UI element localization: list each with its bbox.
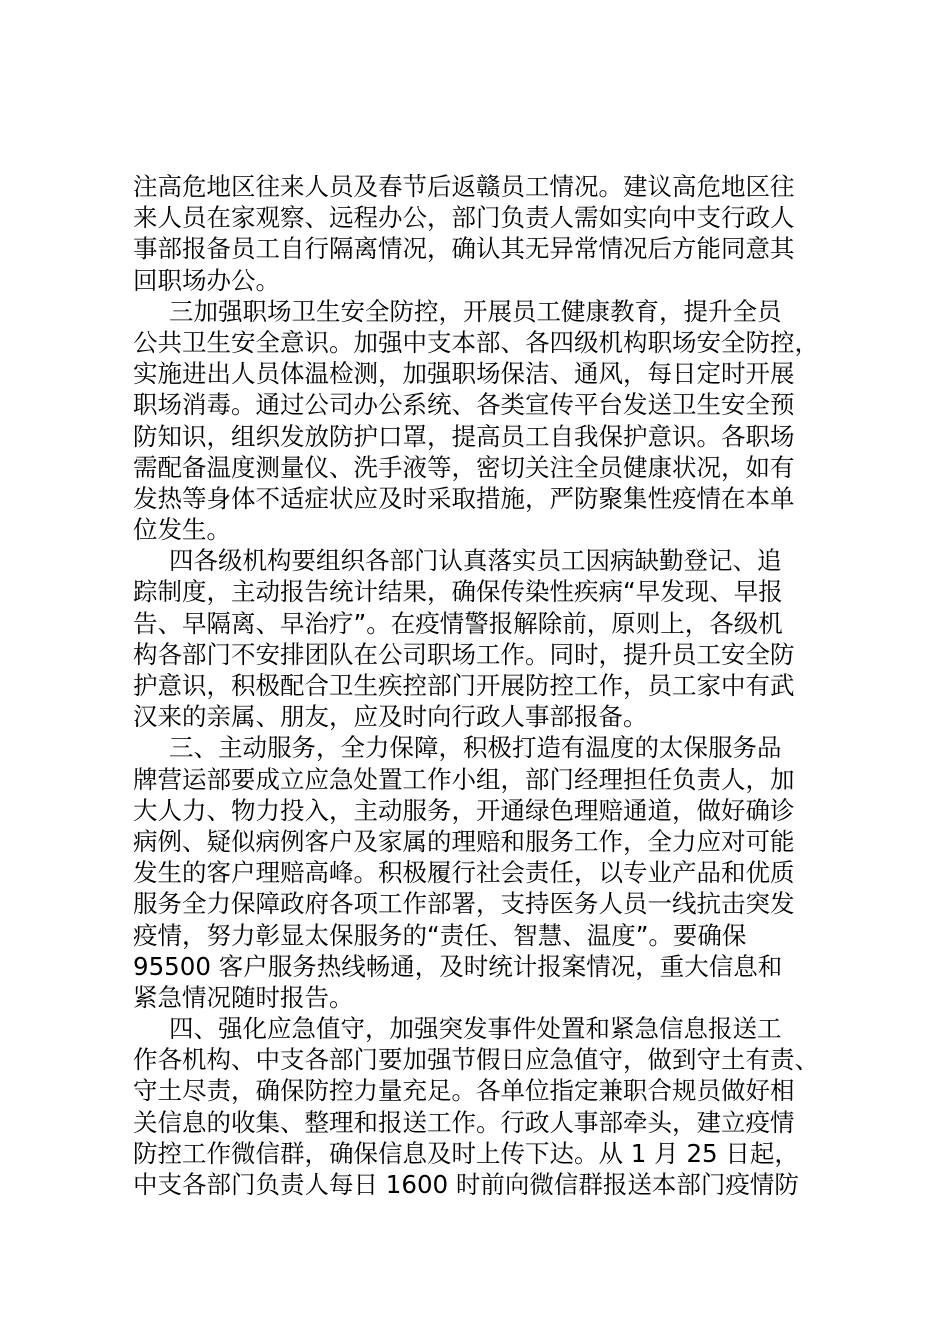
text-line: 公共卫生安全意识。加强中支本部、各四级机构职场安全防控， xyxy=(133,327,819,357)
text-line: 注高危地区往来人员及春节后返赣员工情况。建议高危地区往 xyxy=(133,172,795,201)
paragraph-start-line: 四各级机构要组织各部门认真落实员工因病缺勤登记、追 xyxy=(169,546,782,576)
text-line: 告、早隔离、早治疗”。在疫情警报解除前，原则上，各级机 xyxy=(133,608,783,638)
text-line: 中支各部门负责人每日 1600 时前向微信群报送本部门疫情防 xyxy=(133,1170,799,1199)
paragraph-start-line: 三加强职场卫生安全防控，开展员工健康教育，提升全员 xyxy=(169,296,782,326)
body-text xyxy=(133,171,853,1200)
text-line: 构各部门不安排团队在公司职场工作。同时，提升员工安全防 xyxy=(133,639,795,669)
text-line: 发热等身体不适症状应及时采取措施，严防聚集性疫情在本单 xyxy=(133,483,795,513)
text-line: 需配备温度测量仪、洗手液等，密切关注全员健康状况，如有 xyxy=(133,452,795,482)
text-line: 紧急情况随时报告。 xyxy=(133,982,354,1012)
text-line: 疫情，努力彰显太保服务的“责任、智慧、温度”。要确保 xyxy=(133,920,747,950)
text-line: 防控工作微信群，确保信息及时上传下达。从 1 月 25 日起， xyxy=(133,1138,799,1168)
text-line: 病例、疑似病例客户及家属的理赔和服务工作，全力应对可能 xyxy=(133,826,795,856)
text-line: 关信息的收集、整理和报送工作。行政人事部牵头，建立疫情 xyxy=(133,1107,795,1137)
text-line: 防知识，组织发放防护口罩，提高员工自我保护意识。各职场 xyxy=(133,421,795,451)
text-line: 来人员在家观察、远程办公，部门负责人需如实向中支行政人 xyxy=(133,203,795,233)
text-line: 汉来的亲属、朋友，应及时向行政人事部报备。 xyxy=(133,702,648,732)
text-line: 大人力、物力投入，主动服务，开通绿色理赔通道，做好确诊 xyxy=(133,795,795,825)
text-line: 事部报备员工自行隔离情况，确认其无异常情况后方能同意其 xyxy=(133,234,795,264)
text-line: 发生的客户理赔高峰。积极履行社会责任，以专业产品和优质 xyxy=(133,858,795,888)
text-line: 护意识，积极配合卫生疾控部门开展防控工作，员工家中有武 xyxy=(133,671,795,700)
text-line: 职场消毒。通过公司办公系统、各类宣传平台发送卫生安全预 xyxy=(133,390,795,420)
text-line: 守土尽责，确保防控力量充足。各单位指定兼职合规员做好相 xyxy=(133,1076,795,1106)
text-line: 牌营运部要成立应急处置工作小组，部门经理担任负责人，加 xyxy=(133,764,795,794)
paragraph-start-line: 四、强化应急值守，加强突发事件处置和紧急信息报送工 xyxy=(169,1014,782,1044)
text-line: 服务全力保障政府各项工作部署，支持医务人员一线抗击突发 xyxy=(133,889,795,919)
text-line: 回职场办公。 xyxy=(133,265,280,295)
text-line: 踪制度，主动报告统计结果，确保传染性疾病“早发现、早报 xyxy=(133,577,783,607)
text-line: 作各机构、中支各部门要加强节假日应急值守，做到守土有责、 xyxy=(133,1045,819,1075)
paragraph-start-line: 三、主动服务，全力保障，积极打造有温度的太保服务品 xyxy=(169,733,782,763)
text-line: 实施进出人员体温检测，加强职场保洁、通风，每日定时开展 xyxy=(133,359,795,389)
text-line: 95500 客户服务热线畅通，及时统计报案情况，重大信息和 xyxy=(133,951,783,981)
text-line: 位发生。 xyxy=(133,515,231,545)
